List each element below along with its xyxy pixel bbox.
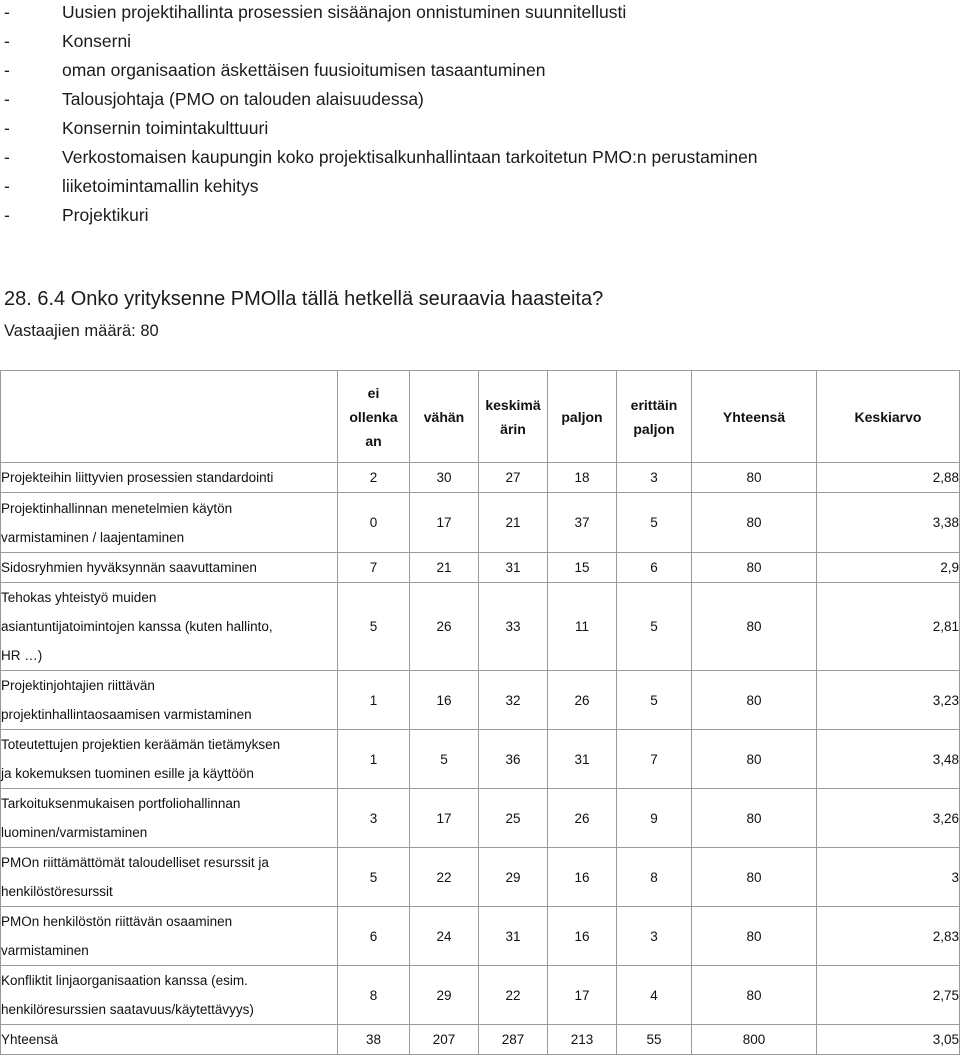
cell-keskimaarin: 31 xyxy=(479,907,548,966)
cell-yhteensa: 80 xyxy=(692,493,817,553)
cell-keskimaarin: 27 xyxy=(479,463,548,493)
cell-keskimaarin: 32 xyxy=(479,671,548,730)
cell-yhteensa: 80 xyxy=(692,848,817,907)
cell-paljon: 26 xyxy=(548,671,617,730)
cell-yhteensa: 80 xyxy=(692,789,817,848)
row-label-line: Projekteihin liittyvien prosessien standardointi xyxy=(1,470,274,485)
cell-paljon: 11 xyxy=(548,583,617,671)
row-label xyxy=(1,848,338,907)
cell-yhteensa: 80 xyxy=(692,553,817,583)
table-row xyxy=(1,493,960,553)
total-yhteensa: 800 xyxy=(692,1025,817,1055)
header-line: an xyxy=(365,432,382,449)
cell-keskimaarin: 33 xyxy=(479,583,548,671)
question-title: 28. 6.4 Onko yrityksenne PMOlla tällä hetkellä seuraavia haasteita? xyxy=(4,288,604,310)
cell-keskimaarin: 25 xyxy=(479,789,548,848)
row-label-line: henkilöstöresurssit xyxy=(1,884,113,899)
cell-yhteensa: 80 xyxy=(692,966,817,1025)
total-label: Yhteensä xyxy=(1,1025,338,1055)
row-label-line: Toteutettujen projektien keräämän tietämyksen xyxy=(1,737,281,752)
total-ei-ollenkaan: 38 xyxy=(338,1025,410,1055)
cell-ei-ollenkaan: 7 xyxy=(338,553,410,583)
cell-paljon: 16 xyxy=(548,907,617,966)
respondent-count: Vastaajien määrä: 80 xyxy=(4,322,159,340)
row-label-line: Konfliktit linjaorganisaation kanssa (esim. xyxy=(1,973,248,988)
row-label-line: ja kokemuksen tuominen esille ja käyttöön xyxy=(1,766,254,781)
total-keskimaarin: 287 xyxy=(479,1025,548,1055)
header-row xyxy=(1,371,960,463)
row-label-line: Sidosryhmien hyväksynnän saavuttaminen xyxy=(1,560,257,575)
cell-keskiarvo: 2,83 xyxy=(817,907,960,966)
row-label xyxy=(1,907,338,966)
header-erittain-paljon xyxy=(617,371,692,463)
bullet-dash: - xyxy=(4,205,10,225)
bullet-dash: - xyxy=(4,176,10,196)
header-line: Keskiarvo xyxy=(854,408,922,425)
cell-keskimaarin: 31 xyxy=(479,553,548,583)
header-yhteensa xyxy=(692,371,817,463)
bullet-text: Uusien projektihallinta prosessien sisäänajon onnistuminen suunnitellusti xyxy=(62,2,627,22)
row-label-line: asiantuntijatoimintojen kanssa (kuten hallinto, xyxy=(1,619,273,634)
row-label-line: Tarkoituksenmukaisen portfoliohallinnan xyxy=(1,796,241,811)
cell-vahan: 17 xyxy=(410,789,479,848)
header-line: ärin xyxy=(500,420,526,437)
cell-keskimaarin: 21 xyxy=(479,493,548,553)
row-label xyxy=(1,493,338,553)
row-label-line: luominen/varmistaminen xyxy=(1,825,148,840)
cell-erittain-paljon: 6 xyxy=(617,553,692,583)
bullet-dash: - xyxy=(4,60,10,80)
cell-vahan: 29 xyxy=(410,966,479,1025)
row-label xyxy=(1,583,338,671)
cell-ei-ollenkaan: 5 xyxy=(338,583,410,671)
cell-paljon: 37 xyxy=(548,493,617,553)
total-erittain-paljon: 55 xyxy=(617,1025,692,1055)
bullet-text: Verkostomaisen kaupungin koko projektisalkunhallintaan tarkoitetun PMO:n perustaminen xyxy=(62,147,758,167)
row-label xyxy=(1,730,338,789)
header-vahan xyxy=(410,371,479,463)
cell-keskiarvo: 2,81 xyxy=(817,583,960,671)
cell-ei-ollenkaan: 8 xyxy=(338,966,410,1025)
bullet-dash: - xyxy=(4,31,10,51)
cell-erittain-paljon: 5 xyxy=(617,493,692,553)
row-label-line: Projektinjohtajien riittävän xyxy=(1,678,155,693)
cell-yhteensa: 80 xyxy=(692,671,817,730)
cell-ei-ollenkaan: 1 xyxy=(338,671,410,730)
cell-erittain-paljon: 8 xyxy=(617,848,692,907)
row-label-line: PMOn henkilöstön riittävän osaaminen xyxy=(1,914,233,929)
row-label xyxy=(1,671,338,730)
cell-vahan: 22 xyxy=(410,848,479,907)
cell-keskiarvo: 3,23 xyxy=(817,671,960,730)
cell-erittain-paljon: 4 xyxy=(617,966,692,1025)
header-line: erittäin xyxy=(630,396,678,413)
cell-erittain-paljon: 7 xyxy=(617,730,692,789)
cell-paljon: 15 xyxy=(548,553,617,583)
cell-keskiarvo: 2,9 xyxy=(817,553,960,583)
cell-ei-ollenkaan: 3 xyxy=(338,789,410,848)
cell-keskimaarin: 22 xyxy=(479,966,548,1025)
header-line: ei xyxy=(367,384,380,401)
row-label-line: projektinhallintaosaamisen varmistaminen xyxy=(1,707,252,722)
cell-vahan: 24 xyxy=(410,907,479,966)
cell-keskiarvo: 3,48 xyxy=(817,730,960,789)
header-paljon xyxy=(548,371,617,463)
table-row xyxy=(1,907,960,966)
total-paljon: 213 xyxy=(548,1025,617,1055)
results-table xyxy=(0,370,960,1055)
row-label-line: varmistaminen xyxy=(1,943,89,958)
cell-erittain-paljon: 9 xyxy=(617,789,692,848)
table-row xyxy=(1,966,960,1025)
cell-paljon: 18 xyxy=(548,463,617,493)
bullet-text: Projektikuri xyxy=(62,205,149,225)
cell-erittain-paljon: 3 xyxy=(617,907,692,966)
cell-ei-ollenkaan: 2 xyxy=(338,463,410,493)
cell-paljon: 31 xyxy=(548,730,617,789)
table-row xyxy=(1,671,960,730)
row-label xyxy=(1,553,338,583)
bullet-text: Konsernin toimintakulttuuri xyxy=(62,118,269,138)
total-row xyxy=(1,1025,960,1055)
cell-erittain-paljon: 3 xyxy=(617,463,692,493)
table-row xyxy=(1,553,960,583)
row-label-line: Projektinhallinnan menetelmien käytön xyxy=(1,500,233,516)
cell-ei-ollenkaan: 1 xyxy=(338,730,410,789)
row-label xyxy=(1,789,338,848)
table-row xyxy=(1,730,960,789)
header-line: paljon xyxy=(633,420,675,437)
cell-keskiarvo: 2,75 xyxy=(817,966,960,1025)
table-row xyxy=(1,583,960,671)
cell-keskiarvo: 3,26 xyxy=(817,789,960,848)
cell-ei-ollenkaan: 5 xyxy=(338,848,410,907)
header-ei-ollenkaan xyxy=(338,371,410,463)
row-label-line: henkilöresurssien saatavuus/käytettävyys) xyxy=(1,1002,254,1017)
total-vahan: 207 xyxy=(410,1025,479,1055)
row-label-line: HR …) xyxy=(1,648,43,663)
cell-erittain-paljon: 5 xyxy=(617,671,692,730)
cell-yhteensa: 80 xyxy=(692,907,817,966)
row-label-line: varmistaminen / laajentaminen xyxy=(1,529,185,545)
cell-vahan: 17 xyxy=(410,493,479,553)
cell-paljon: 17 xyxy=(548,966,617,1025)
bullet-text: oman organisaation äskettäisen fuusioitumisen tasaantuminen xyxy=(62,60,546,80)
cell-ei-ollenkaan: 0 xyxy=(338,493,410,553)
cell-vahan: 5 xyxy=(410,730,479,789)
header-keskiarvo xyxy=(817,371,960,463)
bullet-dash: - xyxy=(4,89,10,109)
total-keskiarvo: 3,05 xyxy=(817,1025,960,1055)
header-line: ollenka xyxy=(349,408,398,425)
cell-keskiarvo: 3,38 xyxy=(817,493,960,553)
bullet-text: liiketoimintamallin kehitys xyxy=(62,176,259,196)
row-label-line: PMOn riittämättömät taloudelliset resurssit ja xyxy=(1,855,269,870)
cell-vahan: 26 xyxy=(410,583,479,671)
cell-yhteensa: 80 xyxy=(692,463,817,493)
cell-keskimaarin: 36 xyxy=(479,730,548,789)
bullet-dash: - xyxy=(4,147,10,167)
cell-keskimaarin: 29 xyxy=(479,848,548,907)
cell-yhteensa: 80 xyxy=(692,730,817,789)
cell-keskiarvo: 3 xyxy=(817,848,960,907)
bullet-dash: - xyxy=(4,2,10,22)
header-line: vähän xyxy=(423,408,465,425)
row-label xyxy=(1,463,338,493)
cell-paljon: 26 xyxy=(548,789,617,848)
cell-vahan: 30 xyxy=(410,463,479,493)
header-corner xyxy=(1,371,338,463)
row-label-line: Tehokas yhteistyö muiden xyxy=(1,590,157,605)
header-line: keskimä xyxy=(485,396,541,413)
bullet-dash: - xyxy=(4,118,10,138)
cell-paljon: 16 xyxy=(548,848,617,907)
cell-vahan: 21 xyxy=(410,553,479,583)
table-row xyxy=(1,463,960,493)
table-row xyxy=(1,848,960,907)
cell-keskiarvo: 2,88 xyxy=(817,463,960,493)
bullet-text: Konserni xyxy=(62,31,132,51)
table-row xyxy=(1,789,960,848)
row-label xyxy=(1,966,338,1025)
cell-vahan: 16 xyxy=(410,671,479,730)
header-keskimaarin xyxy=(479,371,548,463)
cell-erittain-paljon: 5 xyxy=(617,583,692,671)
cell-ei-ollenkaan: 6 xyxy=(338,907,410,966)
bullet-text: Talousjohtaja (PMO on talouden alaisuudessa) xyxy=(62,89,424,109)
cell-yhteensa: 80 xyxy=(692,583,817,671)
header-line: Yhteensä xyxy=(722,408,786,425)
header-line: paljon xyxy=(561,408,603,425)
